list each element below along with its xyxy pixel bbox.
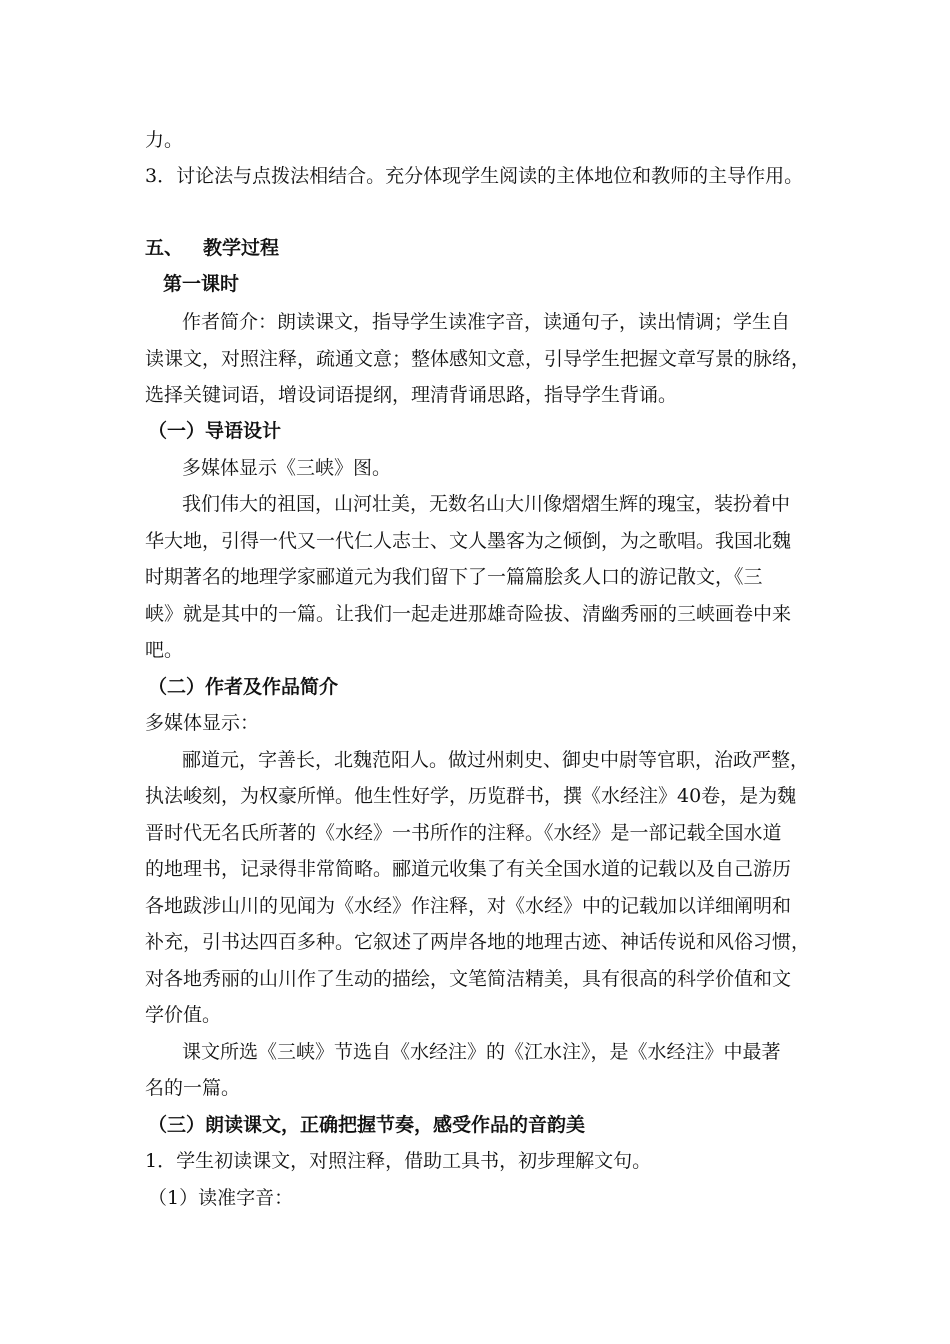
intro-line: 读课文，对照注释，疏通文意；整体感知文意，引导学生把握文章写景的脉络， [145, 348, 811, 370]
intro-paragraph-line: 我们伟大的祖国，山河壮美，无数名山大川像熠熠生辉的瑰宝，装扮着中 [182, 493, 791, 515]
author-paragraph-line: 的地理书，记录得非常简略。郦道元收集了有关全国水道的记载以及自己游历 [145, 858, 792, 880]
intro-paragraph-line: 华大地，引得一代又一代仁人志士、文人墨客为之倾倒，为之歌唱。我国北魏 [145, 530, 792, 552]
step-1: 1．学生初读课文，对照注释，借助工具书，初步理解文句。 [145, 1150, 652, 1172]
media-note-1: 多媒体显示《三峡》图。 [182, 457, 392, 479]
author-paragraph-line: 补充，引书达四百多种。它叙述了两岸各地的地理古迹、神话传说和风俗习惯， [145, 931, 811, 953]
paragraph-continuation: 力。 [145, 129, 184, 151]
subsection-heading-1: （一）导语设计 [148, 420, 282, 442]
intro-paragraph-line: 时期著名的地理学家郦道元为我们留下了一篇篇脍炙人口的游记散文，《三 [145, 566, 763, 588]
section-number: 五、 [145, 237, 184, 259]
author-paragraph-line: 对各地秀丽的山川作了生动的描绘，文笔简洁精美，具有很高的科学价值和文 [145, 968, 792, 990]
subsection-heading-2: （二）作者及作品简介 [148, 676, 339, 698]
author-paragraph-line: 晋时代无名氏所著的《水经》一书所作的注释。《水经》是一部记载全国水道 [145, 822, 782, 844]
step-1-sub-1: （1）读准字音： [148, 1187, 294, 1209]
media-note-2: 多媒体显示： [145, 712, 260, 734]
author-paragraph-line: 郦道元，字善长，北魏范阳人。做过州刺史、御史中尉等官职，治政严整， [182, 749, 810, 771]
section-heading [145, 235, 279, 261]
selection-paragraph-line: 名的一篇。 [145, 1077, 241, 1099]
teaching-method-3: 3．讨论法与点拨法相结合。充分体现学生阅读的主体地位和教师的主导作用。 [145, 165, 804, 187]
section-title: 教学过程 [203, 237, 280, 259]
author-paragraph-line: 执法峻刻，为权豪所惮。他生性好学，历览群书，撰《水经注》40卷，是为魏 [145, 785, 797, 807]
author-paragraph-line: 各地跋涉山川的见闻为《水经》作注释，对《水经》中的记载加以详细阐明和 [145, 895, 792, 917]
intro-paragraph-line: 峡》就是其中的一篇。让我们一起走进那雄奇险拔、清幽秀丽的三峡画卷中来 [145, 603, 792, 625]
selection-paragraph-line: 课文所选《三峡》节选自《水经注》的《江水注》，是《水经注》中最著 [182, 1041, 781, 1063]
lesson-title: 第一课时 [163, 273, 240, 295]
intro-line: 作者简介：朗读课文，指导学生读准字音，读通句子，读出情调；学生自 [182, 311, 791, 333]
subsection-heading-3: （三）朗读课文，正确把握节奏，感受作品的音韵美 [148, 1114, 586, 1136]
intro-line: 选择关键词语，增设词语提纲，理清背诵思路，指导学生背诵。 [145, 384, 678, 406]
intro-paragraph-line: 吧。 [145, 639, 184, 661]
author-paragraph-line: 学价值。 [145, 1004, 222, 1026]
